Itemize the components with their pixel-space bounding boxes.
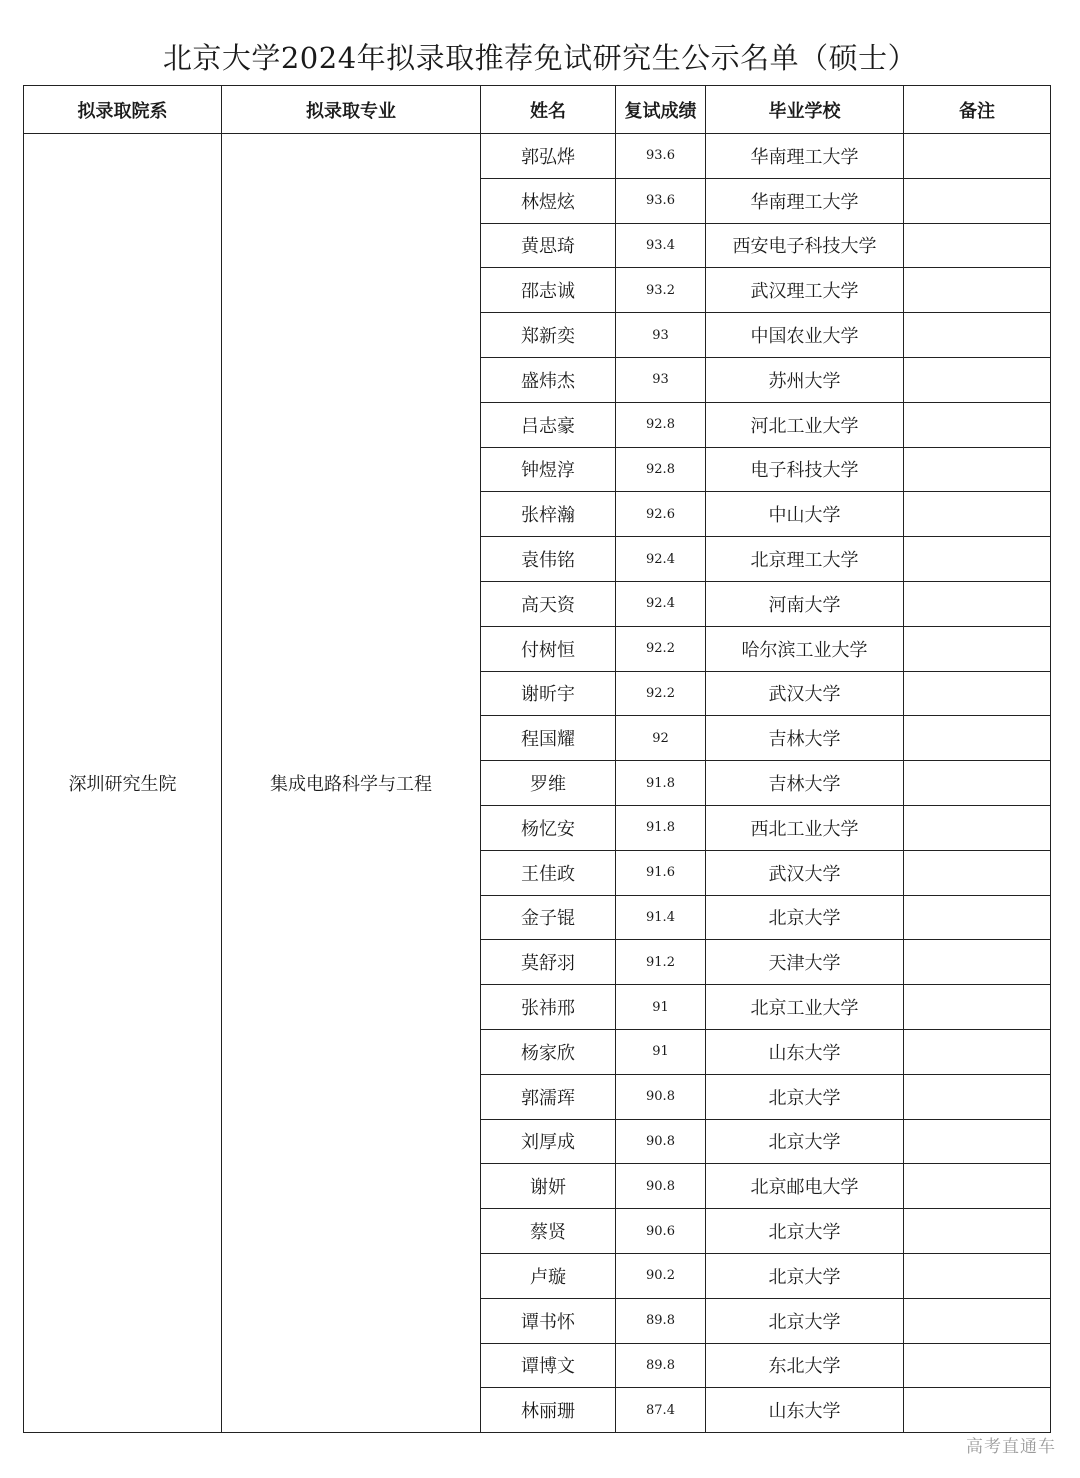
name-cell: 林丽珊 — [481, 1388, 616, 1433]
name-cell: 罗维 — [481, 761, 616, 806]
name-cell: 谢昕宇 — [481, 671, 616, 716]
score-cell: 89.8 — [616, 1298, 706, 1343]
school-cell: 东北大学 — [706, 1343, 904, 1388]
school-cell: 武汉大学 — [706, 850, 904, 895]
score-cell: 91 — [616, 1029, 706, 1074]
name-cell: 郭濡珲 — [481, 1074, 616, 1119]
table-body — [24, 134, 1051, 1433]
score-cell: 90.6 — [616, 1209, 706, 1254]
note-cell — [904, 1298, 1051, 1343]
note-cell — [904, 1029, 1051, 1074]
score-cell: 91.2 — [616, 940, 706, 985]
note-cell — [904, 1388, 1051, 1433]
score-cell: 92.8 — [616, 447, 706, 492]
note-cell — [904, 268, 1051, 313]
score-cell: 92.4 — [616, 537, 706, 582]
note-cell — [904, 1074, 1051, 1119]
header-row — [24, 86, 1051, 134]
score-cell: 93.4 — [616, 223, 706, 268]
score-cell: 90.8 — [616, 1164, 706, 1209]
school-cell: 中国农业大学 — [706, 313, 904, 358]
score-cell: 91.4 — [616, 895, 706, 940]
name-cell: 邵志诚 — [481, 268, 616, 313]
note-cell — [904, 940, 1051, 985]
name-cell: 付树恒 — [481, 626, 616, 671]
score-cell: 91.8 — [616, 805, 706, 850]
note-cell — [904, 805, 1051, 850]
note-cell — [904, 626, 1051, 671]
school-cell: 河北工业大学 — [706, 402, 904, 447]
name-cell: 谭博文 — [481, 1343, 616, 1388]
name-cell: 程国耀 — [481, 716, 616, 761]
name-cell: 张梓瀚 — [481, 492, 616, 537]
score-cell: 93.6 — [616, 134, 706, 179]
score-cell: 87.4 — [616, 1388, 706, 1433]
note-cell — [904, 1343, 1051, 1388]
admission-table — [23, 85, 1051, 1433]
name-cell: 王佳政 — [481, 850, 616, 895]
note-cell — [904, 1119, 1051, 1164]
header-school: 毕业学校 — [706, 86, 904, 134]
note-cell — [904, 671, 1051, 716]
school-cell: 北京理工大学 — [706, 537, 904, 582]
school-cell: 山东大学 — [706, 1029, 904, 1074]
score-cell: 90.2 — [616, 1253, 706, 1298]
name-cell: 吕志豪 — [481, 402, 616, 447]
note-cell — [904, 357, 1051, 402]
score-cell: 89.8 — [616, 1343, 706, 1388]
header-note: 备注 — [904, 86, 1051, 134]
school-cell: 西北工业大学 — [706, 805, 904, 850]
score-cell: 91.6 — [616, 850, 706, 895]
school-cell: 山东大学 — [706, 1388, 904, 1433]
score-cell: 92.4 — [616, 581, 706, 626]
score-cell: 93.6 — [616, 178, 706, 223]
score-cell: 93 — [616, 313, 706, 358]
name-cell: 袁伟铭 — [481, 537, 616, 582]
school-cell: 吉林大学 — [706, 716, 904, 761]
school-cell: 北京大学 — [706, 1074, 904, 1119]
name-cell: 杨忆安 — [481, 805, 616, 850]
department-cell: 深圳研究生院 — [24, 134, 222, 1433]
note-cell — [904, 447, 1051, 492]
school-cell: 吉林大学 — [706, 761, 904, 806]
header-department: 拟录取院系 — [24, 86, 222, 134]
score-cell: 90.8 — [616, 1119, 706, 1164]
name-cell: 刘厚成 — [481, 1119, 616, 1164]
school-cell: 中山大学 — [706, 492, 904, 537]
note-cell — [904, 850, 1051, 895]
name-cell: 莫舒羽 — [481, 940, 616, 985]
school-cell: 华南理工大学 — [706, 178, 904, 223]
watermark: 高考直通车 — [966, 1437, 1056, 1457]
name-cell: 张祎邢 — [481, 985, 616, 1030]
name-cell: 黄思琦 — [481, 223, 616, 268]
note-cell — [904, 1253, 1051, 1298]
school-cell: 天津大学 — [706, 940, 904, 985]
score-cell: 91.8 — [616, 761, 706, 806]
school-cell: 武汉大学 — [706, 671, 904, 716]
note-cell — [904, 223, 1051, 268]
school-cell: 北京邮电大学 — [706, 1164, 904, 1209]
note-cell — [904, 178, 1051, 223]
name-cell: 金子锟 — [481, 895, 616, 940]
note-cell — [904, 581, 1051, 626]
score-cell: 93 — [616, 357, 706, 402]
score-cell: 92.8 — [616, 402, 706, 447]
note-cell — [904, 313, 1051, 358]
note-cell — [904, 537, 1051, 582]
school-cell: 北京大学 — [706, 1119, 904, 1164]
score-cell: 92 — [616, 716, 706, 761]
score-cell: 93.2 — [616, 268, 706, 313]
name-cell: 郭弘烨 — [481, 134, 616, 179]
score-cell: 92.2 — [616, 671, 706, 716]
table-row — [24, 134, 1051, 179]
score-cell: 92.6 — [616, 492, 706, 537]
school-cell: 华南理工大学 — [706, 134, 904, 179]
school-cell: 北京大学 — [706, 895, 904, 940]
note-cell — [904, 134, 1051, 179]
header-name: 姓名 — [481, 86, 616, 134]
note-cell — [904, 1164, 1051, 1209]
school-cell: 北京大学 — [706, 1298, 904, 1343]
note-cell — [904, 492, 1051, 537]
name-cell: 谢妍 — [481, 1164, 616, 1209]
name-cell: 林煜炫 — [481, 178, 616, 223]
score-cell: 90.8 — [616, 1074, 706, 1119]
note-cell — [904, 895, 1051, 940]
name-cell: 高天资 — [481, 581, 616, 626]
note-cell — [904, 402, 1051, 447]
school-cell: 河南大学 — [706, 581, 904, 626]
note-cell — [904, 1209, 1051, 1254]
school-cell: 武汉理工大学 — [706, 268, 904, 313]
school-cell: 北京工业大学 — [706, 985, 904, 1030]
score-cell: 91 — [616, 985, 706, 1030]
note-cell — [904, 985, 1051, 1030]
header-major: 拟录取专业 — [222, 86, 481, 134]
name-cell: 杨家欣 — [481, 1029, 616, 1074]
name-cell: 谭书怀 — [481, 1298, 616, 1343]
note-cell — [904, 761, 1051, 806]
name-cell: 郑新奕 — [481, 313, 616, 358]
school-cell: 哈尔滨工业大学 — [706, 626, 904, 671]
note-cell — [904, 716, 1051, 761]
school-cell: 北京大学 — [706, 1209, 904, 1254]
school-cell: 西安电子科技大学 — [706, 223, 904, 268]
major-cell: 集成电路科学与工程 — [222, 134, 481, 1433]
school-cell: 电子科技大学 — [706, 447, 904, 492]
header-score: 复试成绩 — [616, 86, 706, 134]
school-cell: 苏州大学 — [706, 357, 904, 402]
name-cell: 钟煜淳 — [481, 447, 616, 492]
school-cell: 北京大学 — [706, 1253, 904, 1298]
name-cell: 卢璇 — [481, 1253, 616, 1298]
score-cell: 92.2 — [616, 626, 706, 671]
document-title: 北京大学2024年拟录取推荐免试研究生公示名单（硕士） — [162, 41, 918, 75]
name-cell: 盛炜杰 — [481, 357, 616, 402]
name-cell: 蔡贤 — [481, 1209, 616, 1254]
